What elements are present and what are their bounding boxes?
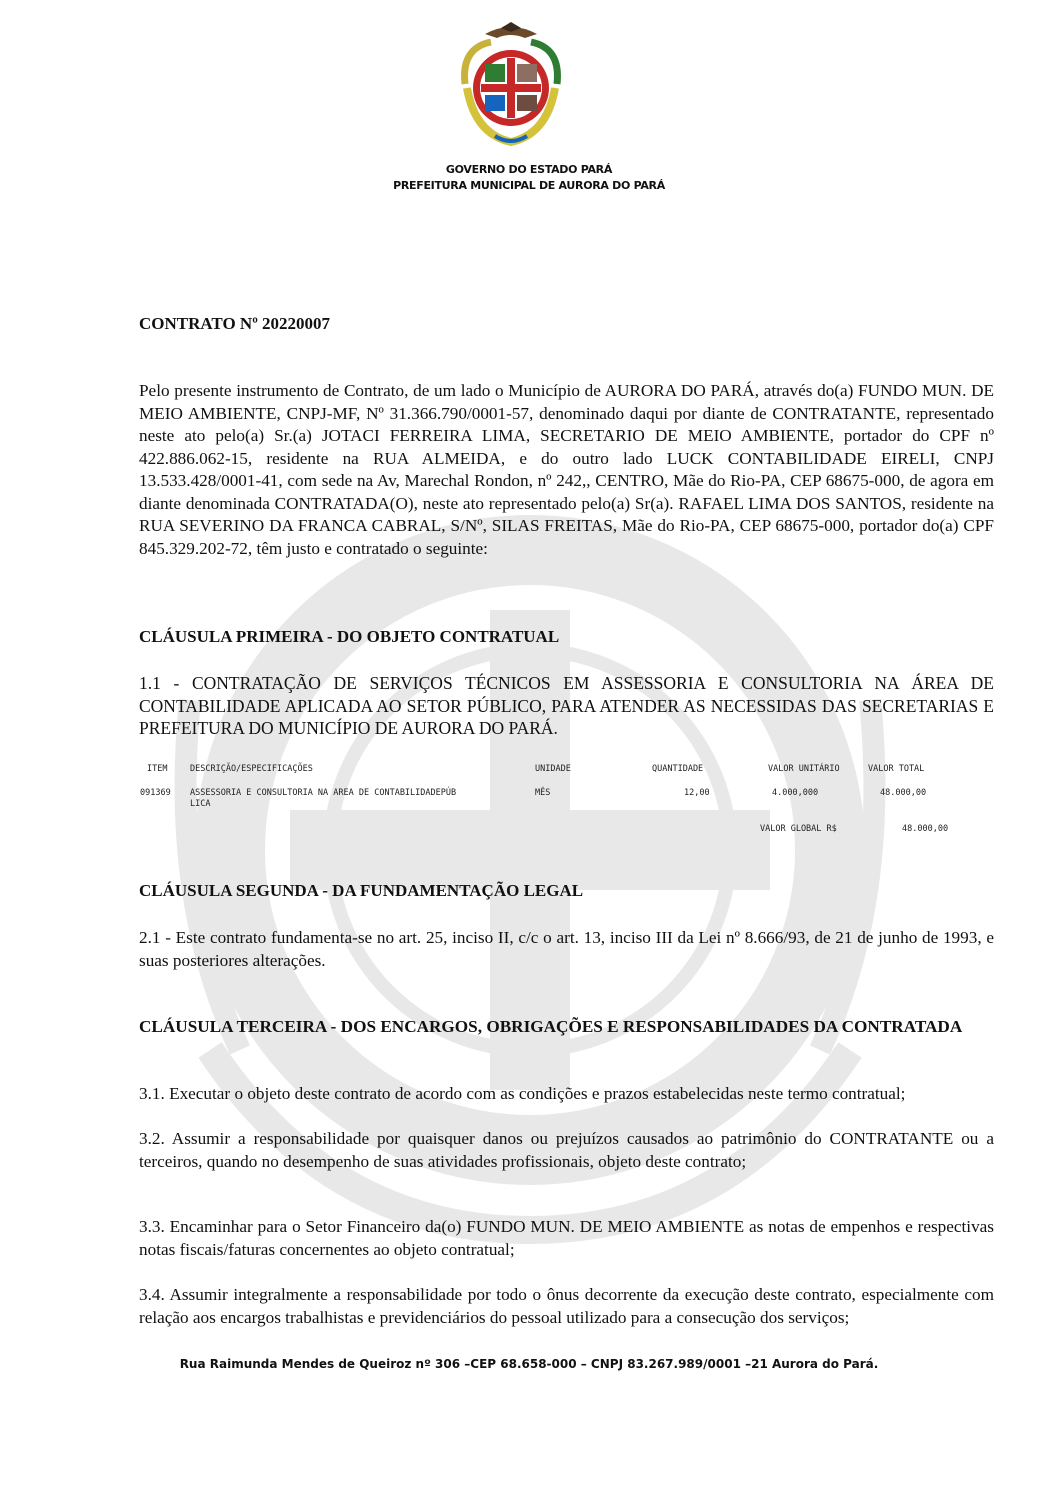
row-unit: MÊS: [535, 788, 551, 798]
clause1-title: CLÁUSULA PRIMEIRA - DO OBJETO CONTRATUAL: [139, 627, 560, 646]
col-header-total: VALOR TOTAL: [868, 764, 925, 774]
contract-title: CONTRATO Nº 20220007: [139, 314, 331, 333]
header-prefecture: PREFEITURA MUNICIPAL DE AURORA DO PARÁ: [393, 179, 665, 192]
clause2-text: 2.1 - Este contrato fundamenta-se no art. 25, inciso II, c/c o art. 13, inciso III da Lei nº 8.666/93, de 21 de junho de 1993, e suas posteriores alterações.: [139, 928, 994, 970]
clause3-item2: 3.2. Assumir a responsabilidade por quaisquer danos ou prejuízos causados ao patrimônio do CONTRATANTE ou a terceiros, quando no desempenho de suas atividades profissionais, objeto deste contrato;: [139, 1129, 994, 1171]
global-value-amount: 48.000,00: [902, 824, 949, 834]
row-description: ASSESSORIA E CONSULTORIA NA AREA DE CONTABILIDADEPÚB: [190, 788, 457, 798]
col-header-item: ITEM: [147, 764, 168, 774]
clause3-title: CLÁUSULA TERCEIRA - DOS ENCARGOS, OBRIGAÇÕES E RESPONSABILIDADES DA CONTRATADA: [139, 1017, 963, 1036]
row-description-cont: LICA: [190, 799, 211, 809]
col-header-unit: UNIDADE: [535, 764, 571, 774]
header-government: GOVERNO DO ESTADO PARÁ: [445, 163, 613, 176]
col-header-quantity: QUANTIDADE: [652, 764, 704, 774]
col-header-description: DESCRIÇÃO/ESPECIFICAÇÕES: [190, 764, 313, 774]
row-item-code: 091369: [140, 788, 171, 798]
preamble-paragraph: Pelo presente instrumento de Contrato, de um lado o Município de AURORA DO PARÁ, através do(a) FUNDO MUN. DE MEIO AMBIENTE, CNPJ-MF, Nº 31.366.790/0001-57, denominado daqui por diante de CONTRATANTE, representado neste ato pelo(a) Sr.(a) JOTACI FERREIRA LIMA, SECRETARIO DE MEIO AMBIENTE, portador do CPF nº 422.886.062-15, residente na RUA ALMEIDA, e do outro lado LUCK CONTABILIDADE EIRELI, CNPJ 13.533.428/0001-41, com sede na Av, Marechal Rondon, nº 242,, CENTRO, Mãe do Rio-PA, CEP 68675-000, de agora em diante denominada CONTRATADA(O), neste ato representado pelo(a) Sr(a). RAFAEL LIMA DOS SANTOS, residente na RUA SEVERINO DA FRANCA CABRAL, S/Nº, SILAS FREITAS, Mãe do Rio-PA, CEP 68675-000, portador do(a) CPF 845.329.202-72, têm justo e contratado o seguinte:: [139, 381, 994, 558]
col-header-unit-price: VALOR UNITÁRIO: [768, 764, 840, 774]
municipal-coat-of-arms: [455, 18, 567, 150]
clause1-text: 1.1 - CONTRATAÇÃO DE SERVIÇOS TÉCNICOS EM ASSESSORIA E CONSULTORIA NA ÁREA DE CONTABILIDADE APLICADA AO SETOR PÚBLICO, PARA ATENDER AS NECESSIDAS DAS SECRETARIAS E PREFEITURA DO MUNICÍPIO DE AURORA DO PARÁ.: [139, 673, 994, 738]
clause2-title: CLÁUSULA SEGUNDA - DA FUNDAMENTAÇÃO LEGAL: [139, 881, 584, 900]
global-value-label: VALOR GLOBAL R$: [760, 824, 837, 834]
row-total: 48.000,00: [880, 788, 927, 798]
clause3-item4: 3.4. Assumir integralmente a responsabilidade por todo o ônus decorrente da execução deste contrato, especialmente com relação aos encargos trabalhistas e previdenciários do pessoal utilizado para a consecução dos serviços;: [139, 1285, 994, 1327]
row-quantity: 12,00: [684, 788, 710, 798]
clause3-item1: 3.1. Executar o objeto deste contrato de acordo com as condições e prazos estabelecidas neste termo contratual;: [139, 1084, 906, 1103]
clause3-item3: 3.3. Encaminhar para o Setor Financeiro da(o) FUNDO MUN. DE MEIO AMBIENTE as notas de empenhos e respectivas notas fiscais/faturas concernentes ao objeto contratual;: [139, 1217, 994, 1259]
row-unit-price: 4.000,000: [772, 788, 819, 798]
footer-address: Rua Raimunda Mendes de Queiroz nº 306 –CEP 68.658-000 – CNPJ 83.267.989/0001 –21 Aurora do Pará.: [179, 1357, 879, 1371]
